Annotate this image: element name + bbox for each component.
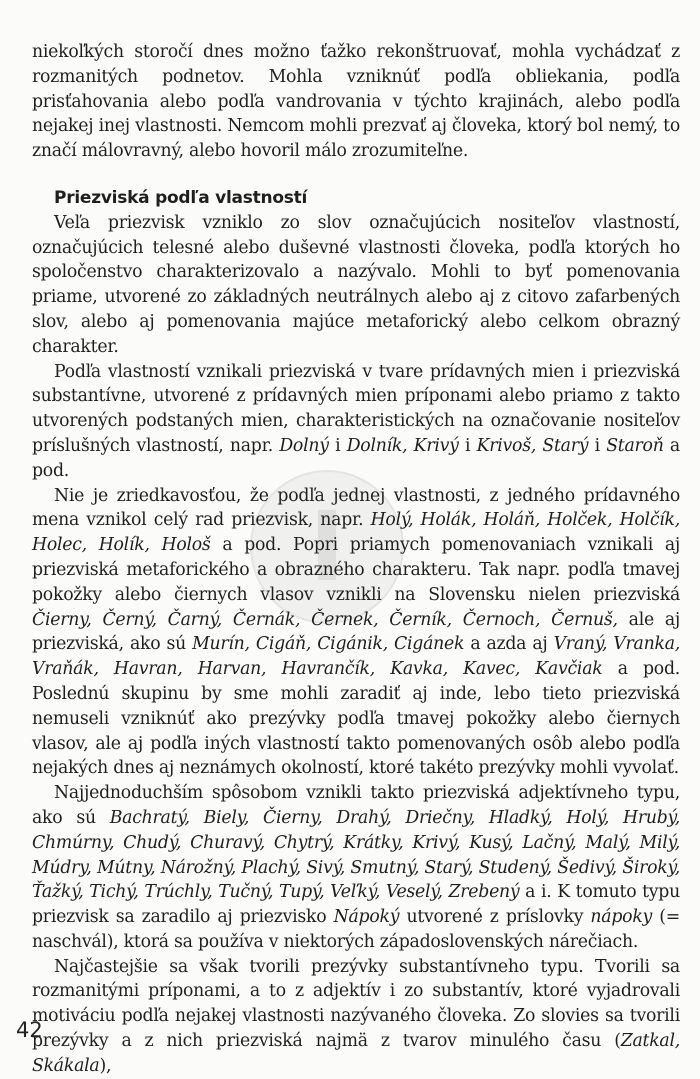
italic-name-run: Vraný, Vranka, Vraňák, Havran, Harvan, Havrančík, Kavka, Kavec, Kavčiak [32, 634, 680, 680]
body-text [32, 40, 680, 1079]
italic-name-run: Nápoký [333, 907, 400, 928]
text-run: Najjednoduchším spôsobom vznikli takto priezviská adjektívneho typu, ako sú [32, 783, 680, 828]
text-run: a pod. Popri priamych pomenovaniach vznikali aj priezviská metaforického a obrazného charakteru. Tak napr. podľa tmavej pokožky alebo čiernych vlasov vznikli na Slovensku nielen priezviská [32, 535, 680, 605]
italic-name-run: Krivoš, Starý [476, 435, 589, 456]
text-run: utvorené z príslovky [399, 907, 591, 928]
italic-name-run: Holý, Holák, Holáň, Holček, Holčík, Holec, Holík, Hološ [32, 510, 680, 556]
text-run: a pod. [32, 435, 680, 481]
italic-name-run: Dolný [279, 435, 329, 456]
paragraph [32, 781, 680, 955]
page-number: 42 [16, 1018, 43, 1042]
text-run: a azda aj [464, 634, 554, 655]
paragraph [32, 211, 680, 360]
text-run: (= naschvál), ktorá sa používa v niektorých západoslovenských nárečiach. [32, 907, 680, 952]
italic-name-run: Staroň [606, 435, 664, 456]
paragraph [32, 484, 680, 782]
text-run: i [328, 435, 347, 456]
text-run: ale aj priezviská, ako sú [32, 609, 680, 655]
text-run: a pod. Poslednú skupinu by sme mohli zaradiť aj inde, lebo tieto priezviská nemuseli vzniknúť ako prezývky podľa tmavej pokožky alebo čiernych vlasov, ale aj podľa iných vlastností takto pomenovaných osôb alebo podľa nejakých dnes aj neznámych okolností, ktoré takéto prezývky mohli vyvolať. [32, 659, 680, 779]
watermark-glyph: I [309, 491, 345, 603]
text-run: ), [99, 1055, 112, 1076]
italic-name-run: Čierny, Černý, Čarný, Černák, Černek, Černík, Černoch, Černuš, [32, 609, 618, 630]
text-run: Veľa priezvisk vzniklo zo slov označujúcich nositeľov vlastností, označujúcich telesné alebo duševné vlastnosti človeka, podľa ktorých ho spoločenstvo charakterizovalo a nazývalo. Mohli to byť pomenovania priame, utvorené zo základných neutrálnych alebo aj z citovo zafarbených slov, alebo aj pomenovania majúce metaforický alebo celkom obrazný charakter. [32, 212, 680, 357]
paragraph-continued [32, 40, 680, 164]
text-run: Najčastejšie sa však tvorili prezývky substantívneho typu. Tvorili sa rozmanitými príponami, a to z adjektív i zo substantív, ktoré vyjadrovali motiváciu podľa nejakej vlastnosti nazývaného človeka. Zo slovies sa tvorili prezývky a z nich priezviská najmä z tvarov minulého času ( [32, 956, 680, 1052]
italic-name-run: Dolník, Krivý [346, 435, 459, 456]
text-run: i [588, 435, 607, 456]
section-heading: Priezviská podľa vlastností [54, 187, 308, 208]
italic-name-run: Murín, Cigáň, Cigánik, Cigánek [192, 634, 465, 655]
text-run: i [458, 435, 477, 456]
italic-name-run: nápoky [590, 907, 653, 928]
text-run: niekoľkých storočí dnes možno ťažko rekonštruovať, mohla vychádzať z rozmanitých podnetov. Mohla vzniknúť podľa obliekania, podľa prisťahovania alebo podľa vandrovania v týchto krajinách, alebo podľa nejakej inej vlastnosti. Nemcom mohli prezvať aj človeka, ktorý bol nemý, to značí málovravný, alebo hovoril málo zrozumiteľne. [32, 42, 680, 162]
text-run: Nie je zriedkavosťou, že podľa jednej vlastnosti, z jedného prídavného mena vznikol celý rad priezvisk, napr. [32, 485, 680, 531]
paragraph [32, 955, 680, 1079]
text-run: Podľa vlastností vznikali priezviská v tvare prídavných mien i priezviská substantívne, utvorené z prídavných mien príponami alebo priamo z takto utvorených podstaných mien, charakteristických na označovanie nositeľov príslušných vlastností, napr. [32, 361, 680, 456]
text-run: a i. K tomuto typu priezvisk sa zaradilo aj priezvisko [32, 882, 680, 928]
paragraph [32, 360, 680, 484]
italic-name-run: Bachratý, Biely, Čierny, Drahý, Driečny, Hladký, Holý, Hrubý, Chmúrny, Chudý, Churavý, Chytrý, Krátky, Krivý, Kusý, Lačný, Malý, Milý, Múdry, Mútny, Nárožný, Plachý, Sivý, Smutný, Starý, Studený, Šedivý, Široký, Ťažký, Tichý, Trúchly, Tučný, Tupý, Veľký, Veselý, Zrebený [32, 807, 680, 903]
italic-name-run: Zatkal, Skákala [32, 1031, 680, 1076]
